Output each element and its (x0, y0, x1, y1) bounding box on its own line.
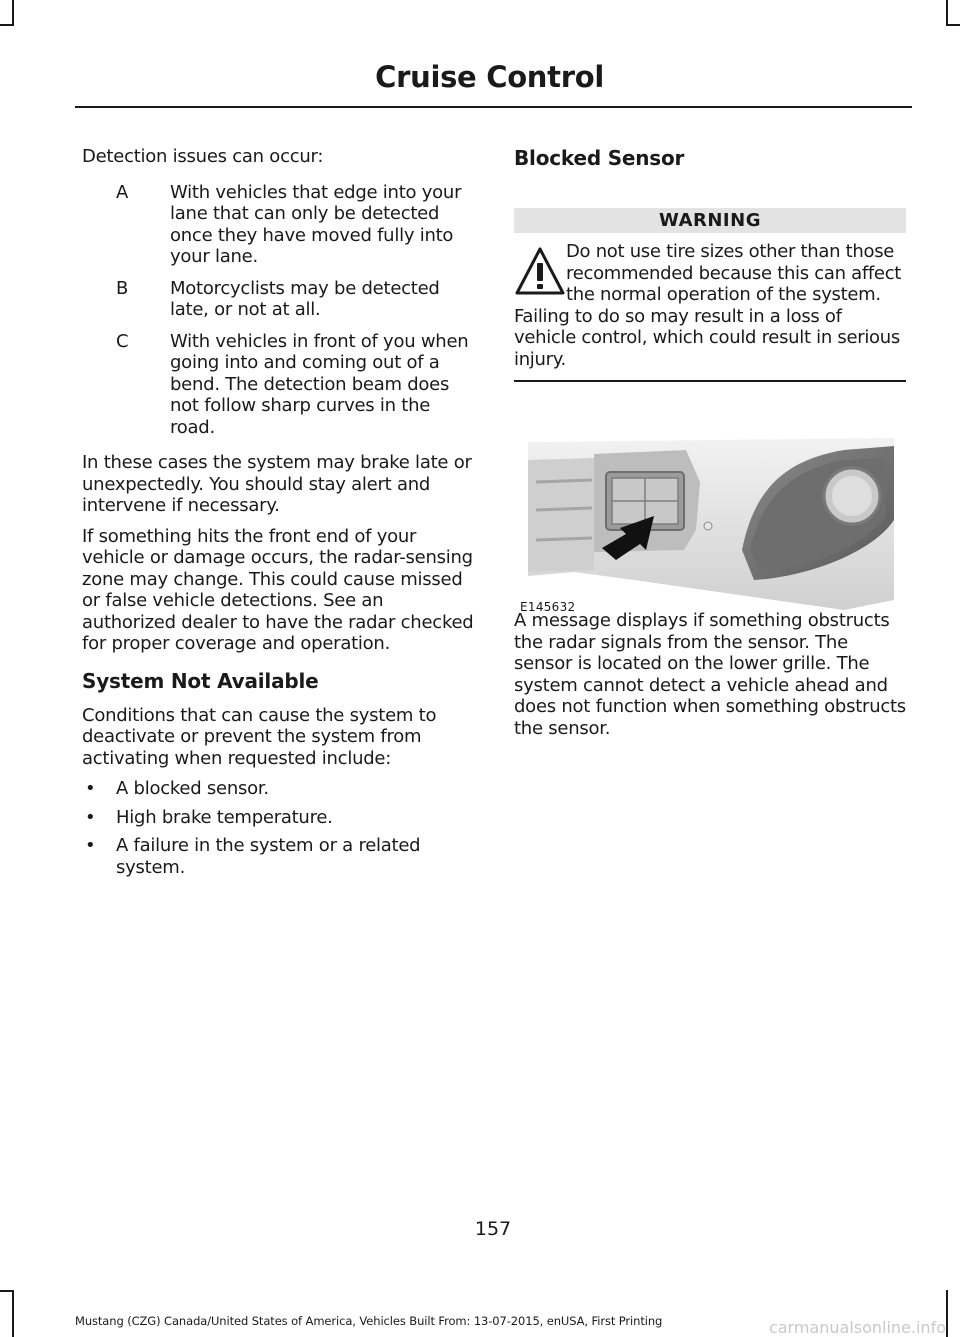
front-bumper-image (514, 400, 906, 610)
crop-mark (12, 1290, 14, 1337)
footer-text: Mustang (CZG) Canada/United States of America, Vehicles Built From: 13-07-2015, enUSA, First Printing (75, 1314, 663, 1328)
left-column (82, 146, 474, 885)
crop-mark (946, 1290, 948, 1337)
list-item (82, 331, 474, 439)
section-heading: Blocked Sensor (514, 146, 685, 170)
list-item (82, 807, 474, 829)
item-key: B (116, 277, 129, 299)
crop-mark (0, 1290, 14, 1292)
paragraph: If something hits the front end of your vehicle or damage occurs, the radar-sensing zone may change. This could cause missed or false vehicle detections. See an authorized dealer to have the radar checked for proper coverage and operation. (82, 525, 474, 654)
item-key: C (116, 330, 129, 352)
crop-mark (0, 24, 14, 26)
crop-mark (12, 0, 14, 26)
section-intro: Conditions that can cause the system to deactivate or prevent the system from activating when requested include: (82, 704, 437, 769)
bullet-icon: • (85, 835, 96, 856)
page-number: 157 (474, 1218, 512, 1240)
bullet-text: High brake temperature. (116, 806, 333, 828)
list-item (82, 778, 474, 800)
list-item (82, 278, 474, 321)
paragraph: In these cases the system may brake late or unexpectedly. You should stay alert and intervene if necessary. (82, 452, 472, 516)
figure-code: E145632 (520, 600, 576, 614)
list-item (82, 182, 474, 268)
item-key: A (116, 181, 129, 203)
bullet-icon: • (85, 778, 96, 799)
right-column (514, 146, 906, 748)
page-title: Cruise Control (375, 60, 604, 94)
bullet-text: A blocked sensor. (116, 778, 269, 799)
item-text: Motorcyclists may be detected late, or not at all. (170, 277, 440, 320)
list-item (82, 835, 474, 878)
warning-text: Do not use tire sizes other than those recommended because this can affect the normal operation of the system. Failing to do so may result in a loss of vehicle control, which could result in serious injury. (514, 241, 902, 370)
item-text: With vehicles in front of you when going into and coming out of a bend. The detection beam does not follow sharp curves in the road. (170, 330, 469, 438)
bullet-text: A failure in the system or a related system. (116, 835, 421, 878)
sensor-illustration (514, 400, 906, 614)
warning-box (514, 241, 906, 370)
section-heading: System Not Available (82, 668, 319, 693)
bullet-list (82, 778, 474, 878)
warning-triangle-icon (514, 245, 566, 299)
item-text: With vehicles that edge into your lane that can only be detected once they have moved fully into your lane. (170, 181, 462, 267)
header-divider (75, 106, 912, 108)
warning-divider (514, 380, 906, 382)
paragraph: A message displays if something obstructs the radar signals from the sensor. The sensor is located on the lower grille. The system cannot detect a vehicle ahead and does not function when something obstructs the sensor. (514, 610, 906, 739)
intro-text: Detection issues can occur: (82, 146, 324, 167)
crop-mark (946, 24, 960, 26)
crop-mark (946, 0, 948, 26)
bullet-icon: • (85, 806, 96, 828)
warning-banner: WARNING (514, 208, 906, 233)
watermark: carmanualsonline.info (768, 1318, 946, 1337)
